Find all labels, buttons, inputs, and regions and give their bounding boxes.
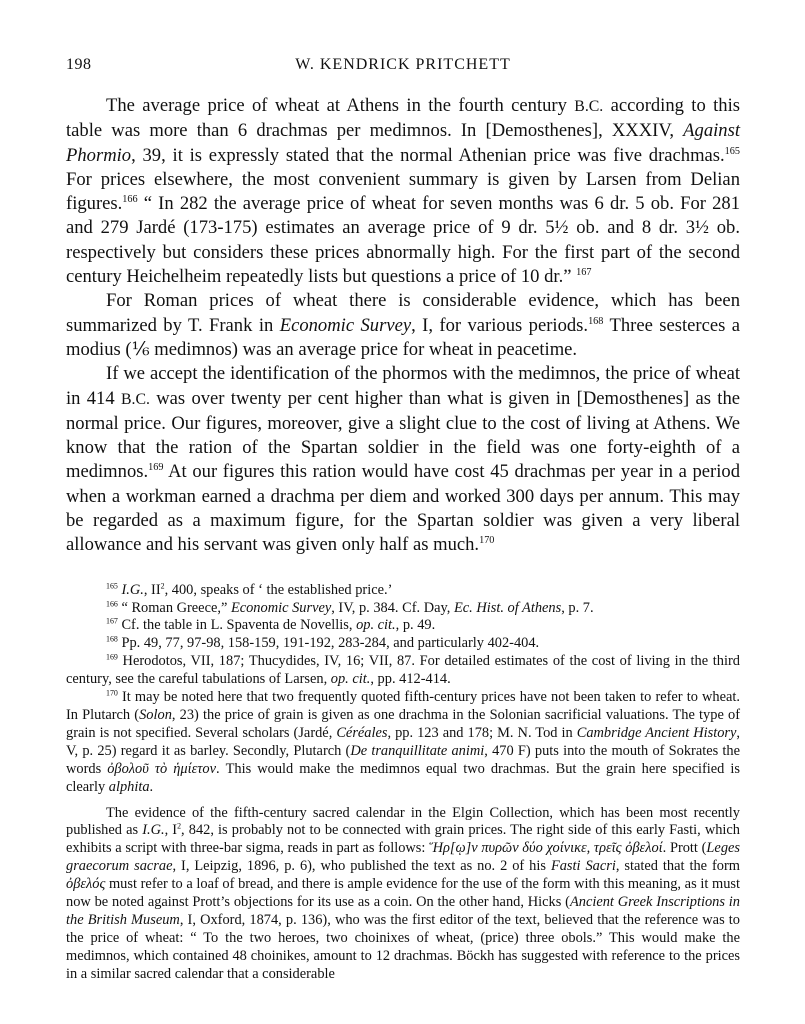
footnote-170-continued: The evidence of the fifth-century sacred calendar in the Elgin Collection, which has been most recently published as I.G., $I^2$, 842, is probably not to be connected with grain prices. The right side of this early Fasti, which exhibits a script with three-bar sigma, reads in part as follows: Ἥρ[ῳ]ν πυρῶν δύο χοίνικε, τρεῖς ὀβελοί. Prott (Leges graecorum sacrae, I, Leipzig, 1896, p. 6), who published the text as no. 2 of his Fasti Sacri, stated that the form ὀβελός must refer to a loaf of bread, and there is ample evidence for the use of the form with this meaning, as it must now be noted against Prott’s objections for its use as a coin. On the other hand, Hicks (Ancient Greek Inscriptions in the British Museum, I, Oxford, 1874, p. 136), who was the first editor of the text, believed that the reference was to the price of wheat: “ To the two heroes, two choinixes of wheat, (price) three obols.” This would make the medimnos, which contained 48 choinikes, amount to 12 drachmas. Böckh has suggested with reference to the prices in a similar sacred calendar that a considerable (66, 804, 741, 982)
document-page (66, 56, 740, 984)
paragraph-2: For Roman prices of wheat there is considerable evidence, which has been summarized by T. Frank in Economic Survey, I, for various periods.$^{168}$ Three sesterces a modius (⅙ medimnos) was an average price for wheat in peacetime. (66, 290, 741, 360)
page-header (66, 56, 740, 84)
footnote-ref-168[interactable]: 168 (588, 315, 604, 327)
footnote-166: $^{166}$ “ Roman Greece,” Economic Survey, IV, p. 384. Cf. Day, Ec. Hist. of Athens, p. 7. (106, 599, 594, 616)
paragraph-1: The average price of wheat at Athens in the fourth century B.C. according to this table was more than 6 drachmas per medimnos. In [Demosthenes], XXXIV, Against Phormio, 39, it is expressly stated that the normal Athenian price was five drachmas.$^{165}$ For prices elsewhere, the most convenient summary is given by Larsen from Delian figures.$^{166}$ “ In 282 the average price of wheat for seven months was 6 dr. 5 ob. For 281 and 279 Jardé (173-175) estimates an average price of 9 dr. 5½ ob. and 8 dr. 3½ ob. respectively but considers these prices abnormally high. For the first part of the second century Heichelheim repeatedly lists but questions a price of 10 dr.” $^{167}$ (66, 95, 741, 288)
footnote-ref-167[interactable]: 167 (576, 266, 592, 278)
page-number: 198 (66, 56, 92, 73)
footnote-ref-165[interactable]: 165 (724, 145, 740, 157)
footnote-167: $^{167}$ Cf. the table in L. Spaventa de Novellis, op. cit., p. 49. (106, 616, 436, 634)
footnote-ref-170[interactable]: 170 (479, 535, 495, 547)
footnote-ref-166[interactable]: 166 (122, 194, 138, 206)
footnotes (66, 582, 740, 984)
paragraph-3: If we accept the identification of the phormos with the medimnos, the price of wheat in 414 B.C. was over twenty per cent higher than what is given in [Demosthenes] as the normal price. Our figures, moreover, give a slight clue to the cost of living at Athens. We know that the ration of the Spartan soldier in the field was one forty-eighth of a medimnos.$^{169}$ At our figures this ration would have cost 45 drachmas per year in a period when a workman earned a drachma per diem and worked 300 days per annum. This may be regarded as a maximum figure, for the Spartan soldier was given a very liberal allowance and his servant was given only half as much.$^{170}$ (66, 363, 740, 556)
footnote-169: $^{169}$ Herodotos, VII, 187; Thucydides, IV, 16; VII, 87. For detailed estimates of the cost of living in the third century, see the careful tabulations of Larsen, op. cit., pp. 412-414. (66, 652, 740, 688)
footnote-168: $^{168}$ Pp. 49, 77, 97-98, 158-159, 191-192, 283-284, and particularly 402-404. (106, 634, 540, 652)
running-head: W. KENDRICK PRITCHETT (295, 56, 511, 73)
footnote-170: $^{170}$ It may be noted here that two frequently quoted fifth-century prices have not been taken to refer to wheat. In Plutarch (Solon, 23) the price of grain is given as one drachma in the Solonian sacrificial valuations. The type of grain is not specified. Several scholars (Jardé, Céréales, pp. 123 and 178; M. N. Tod in Cambridge Ancient History, V, p. 25) regard it as barley. Secondly, Plutarch (De tranquillitate animi, 470 F) puts into the mouth of Sokrates the words ὀβολοῦ τὸ ἡμίετον. This would make the medimnos equal two drachmas. But the grain here specified is clearly alphita. (66, 688, 740, 795)
footnote-165: $^{165}$ I.G., $II^2$, 400, speaks of ‘ the established price.’ (106, 581, 393, 598)
footnote-ref-169[interactable]: 169 (148, 462, 164, 474)
body-text (66, 94, 740, 558)
